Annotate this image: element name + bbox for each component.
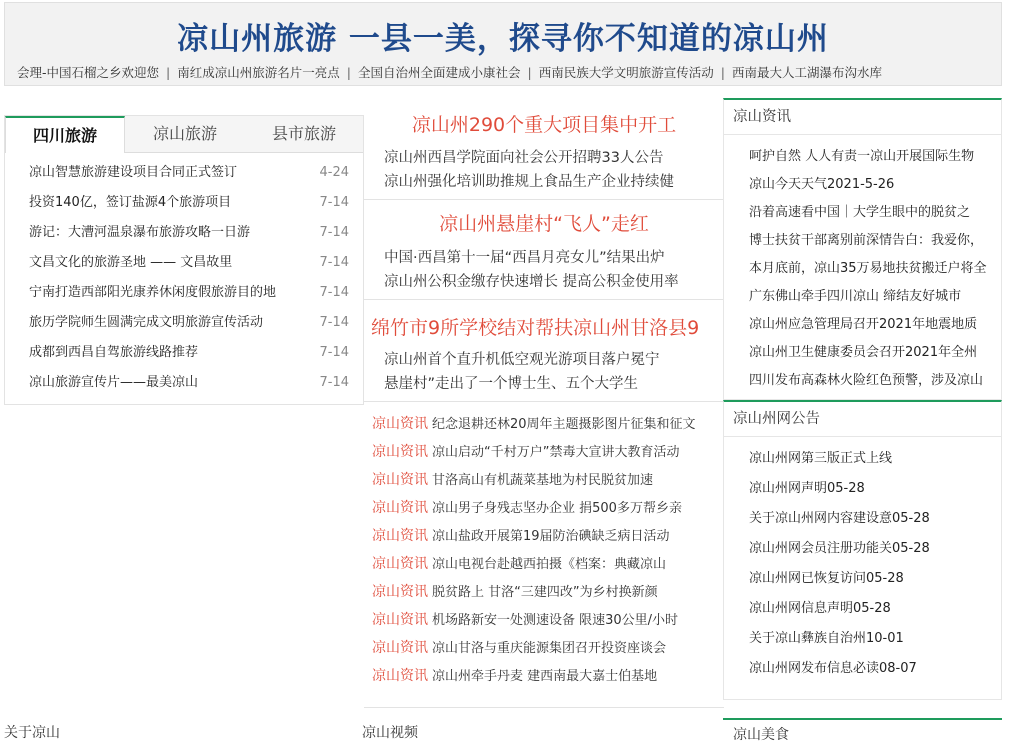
notice-item[interactable]: 凉山州网第三版正式上线 — [749, 451, 893, 466]
list-item[interactable] — [372, 606, 724, 634]
notice-list — [724, 437, 1001, 689]
liangshan-news-list — [372, 410, 724, 690]
separator: | — [346, 65, 351, 80]
news-category[interactable]: 凉山资讯 — [372, 556, 428, 572]
separator: | — [720, 65, 725, 80]
notice-item[interactable]: 关于凉山州网内容建设意05-28 — [749, 511, 930, 526]
notice-item[interactable]: 关于凉山彝族自治州10-01 — [749, 631, 904, 646]
news-link[interactable]: 凉山州公积金缴存快速增长 提高公积金使用率 — [384, 274, 679, 290]
notice-item[interactable]: 凉山州网会员注册功能关05-28 — [749, 541, 930, 556]
list-item[interactable] — [29, 253, 349, 283]
tab-liangshan-travel[interactable]: 凉山旅游 — [152, 124, 217, 143]
news-list — [724, 135, 1001, 399]
news-category[interactable]: 凉山资讯 — [372, 612, 428, 628]
item-date: 7-14 — [319, 285, 349, 300]
list-item[interactable] — [372, 578, 724, 606]
tab-sichuan-travel[interactable]: 四川旅游 — [5, 116, 125, 153]
list-item[interactable]: 凉山州应急管理局召开2021年地震地质 — [749, 317, 978, 332]
tab-county-travel[interactable]: 县市旅游 — [271, 124, 336, 143]
news-link[interactable]: 凉山州西昌学院面向社会公开招聘33人公告 — [384, 150, 664, 166]
item-date: 7-14 — [319, 375, 349, 390]
separator: | — [527, 65, 532, 80]
news-category[interactable]: 凉山资讯 — [372, 500, 428, 516]
travel-list — [29, 163, 349, 403]
news-category[interactable]: 凉山资讯 — [372, 668, 428, 684]
item-date: 7-14 — [319, 315, 349, 330]
item-title[interactable]: 旅历学院师生圆满完成文明旅游宣传活动 — [29, 315, 264, 330]
list-item[interactable]: 凉山今天天气2021-5-26 — [749, 177, 895, 192]
notice-item[interactable]: 凉山州网声明05-28 — [749, 481, 865, 496]
notice-item[interactable]: 凉山州网发布信息必读08-07 — [749, 661, 917, 676]
news-link[interactable]: 中国·西昌第十一届“西昌月亮女儿”结果出炉 — [384, 250, 665, 266]
tab-bar — [5, 116, 363, 153]
item-date: 7-14 — [319, 255, 349, 270]
header-link[interactable]: 西南最大人工湖瀑布沟水库 — [731, 65, 882, 80]
list-item[interactable] — [372, 634, 724, 662]
news-link[interactable]: 悬崖村”走出了一个博士生、五个大学生 — [384, 376, 639, 392]
news-title[interactable]: 凉山电视台赴越西拍摄《档案：典藏凉山 — [432, 557, 667, 572]
list-item[interactable] — [29, 343, 349, 373]
list-item[interactable]: 博士扶贫干部离别前深情告白：我爱你， — [749, 233, 984, 248]
divider — [723, 718, 1002, 720]
divider — [364, 199, 724, 200]
separator: | — [166, 65, 171, 80]
list-item[interactable] — [372, 662, 724, 690]
notice-item[interactable]: 凉山州网已恢复访问05-28 — [749, 571, 904, 586]
list-item[interactable]: 沿着高速看中国｜大学生眼中的脱贫之 — [749, 205, 971, 220]
headline-link[interactable]: 凉山州290个重大项目集中开工 — [411, 114, 677, 136]
list-item[interactable]: 凉山州卫生健康委员会召开2021年全州 — [749, 345, 978, 360]
news-panel — [723, 98, 1002, 400]
item-date: 7-14 — [319, 345, 349, 360]
news-category[interactable]: 凉山资讯 — [372, 444, 428, 460]
section-heading-food: 凉山美食 — [733, 727, 789, 743]
list-item[interactable] — [372, 438, 724, 466]
list-item[interactable] — [372, 550, 724, 578]
header-link[interactable]: 会理-中国石榴之乡欢迎您 — [17, 65, 160, 80]
item-title[interactable]: 凉山智慧旅游建设项目合同正式签订 — [29, 165, 238, 180]
travel-tab-panel — [4, 115, 364, 405]
item-title[interactable]: 文昌文化的旅游圣地 —— 文昌故里 — [29, 255, 233, 270]
panel-title: 凉山州网公告 — [724, 402, 1001, 437]
divider — [364, 401, 724, 402]
list-item[interactable] — [372, 494, 724, 522]
news-link[interactable]: 凉山州强化培训助推规上食品生产企业持续健 — [384, 174, 674, 190]
header-links — [17, 63, 882, 81]
section-heading-video: 凉山视频 — [362, 725, 418, 741]
news-title[interactable]: 机场路新安一处测速设备 限速30公里/小时 — [432, 613, 679, 628]
item-title[interactable]: 游记：大漕河温泉瀑布旅游攻略一日游 — [29, 225, 251, 240]
panel-title: 凉山资讯 — [724, 100, 1001, 135]
list-item[interactable] — [29, 223, 349, 253]
item-date: 7-14 — [319, 225, 349, 240]
item-title[interactable]: 凉山旅游宣传片——最美凉山 — [29, 375, 199, 390]
list-item[interactable]: 呵护自然 人人有责一凉山开展国际生物 — [749, 149, 975, 164]
news-title[interactable]: 纪念退耕还林20周年主题摄影图片征集和征文 — [432, 417, 696, 432]
list-item[interactable] — [29, 373, 349, 403]
item-date: 7-14 — [319, 195, 349, 210]
list-item[interactable] — [372, 522, 724, 550]
news-title[interactable]: 凉山盐政开展第19届防治碘缺乏病日活动 — [432, 529, 670, 544]
news-link[interactable]: 凉山州首个直升机低空观光游项目落户冕宁 — [384, 352, 660, 368]
news-category[interactable]: 凉山资讯 — [372, 584, 428, 600]
list-item[interactable] — [372, 410, 724, 438]
item-date: 4-24 — [319, 165, 349, 180]
site-header — [4, 2, 1002, 86]
headline-link[interactable]: 绵竹市9所学校结对帮扶凉山州甘洛县9 — [371, 317, 700, 339]
headline-link[interactable]: 凉山州悬崖村“飞人”走红 — [439, 213, 649, 235]
news-title[interactable]: 凉山男子身残志坚办企业 捐500多万帮乡亲 — [432, 501, 682, 516]
list-item[interactable] — [372, 466, 724, 494]
notice-panel — [723, 400, 1002, 700]
list-item[interactable] — [29, 163, 349, 193]
news-category[interactable]: 凉山资讯 — [372, 528, 428, 544]
news-title[interactable]: 甘洛高山有机蔬菜基地为村民脱贫加速 — [432, 473, 654, 488]
notice-item[interactable]: 凉山州网信息声明05-28 — [749, 601, 891, 616]
section-heading-about: 关于凉山 — [4, 725, 60, 741]
header-link[interactable]: 西南民族大学文明旅游宣传活动 — [538, 65, 714, 80]
item-title[interactable]: 宁南打造西部阳光康养休闲度假旅游目的地 — [29, 285, 277, 300]
news-title[interactable]: 凉山甘洛与重庆能源集团召开投资座谈会 — [432, 641, 667, 656]
list-item[interactable] — [29, 193, 349, 223]
list-item[interactable] — [29, 313, 349, 343]
site-title: 凉山州旅游 一县一美，探寻你不知道的凉山州 — [177, 21, 829, 57]
item-title[interactable]: 投资140亿，签订盐源4个旅游项目 — [29, 195, 232, 210]
list-item[interactable]: 本月底前，凉山35万易地扶贫搬迁户将全 — [749, 261, 987, 276]
news-title[interactable]: 脱贫路上 甘洛“三建四改”为乡村换新颜 — [432, 585, 658, 600]
header-link[interactable]: 南红成凉山州旅游名片一亮点 — [177, 65, 340, 80]
item-title[interactable]: 成都到西昌自驾旅游线路推荐 — [29, 345, 199, 360]
list-item[interactable]: 四川发布高森林火险红色预警，涉及凉山 — [749, 373, 984, 388]
news-category[interactable]: 凉山资讯 — [372, 640, 428, 656]
news-title[interactable]: 凉山州牵手丹麦 建西南最大嘉士伯基地 — [432, 669, 658, 684]
list-item[interactable]: 广东佛山牵手四川凉山 缔结友好城市 — [749, 289, 962, 304]
news-title[interactable]: 凉山启动“千村万户”禁毒大宣讲大教育活动 — [432, 445, 680, 460]
list-item[interactable] — [29, 283, 349, 313]
news-category[interactable]: 凉山资讯 — [372, 472, 428, 488]
divider — [364, 707, 724, 708]
news-category[interactable]: 凉山资讯 — [372, 416, 428, 432]
header-link[interactable]: 全国自治州全面建成小康社会 — [357, 65, 521, 80]
divider — [364, 299, 724, 300]
